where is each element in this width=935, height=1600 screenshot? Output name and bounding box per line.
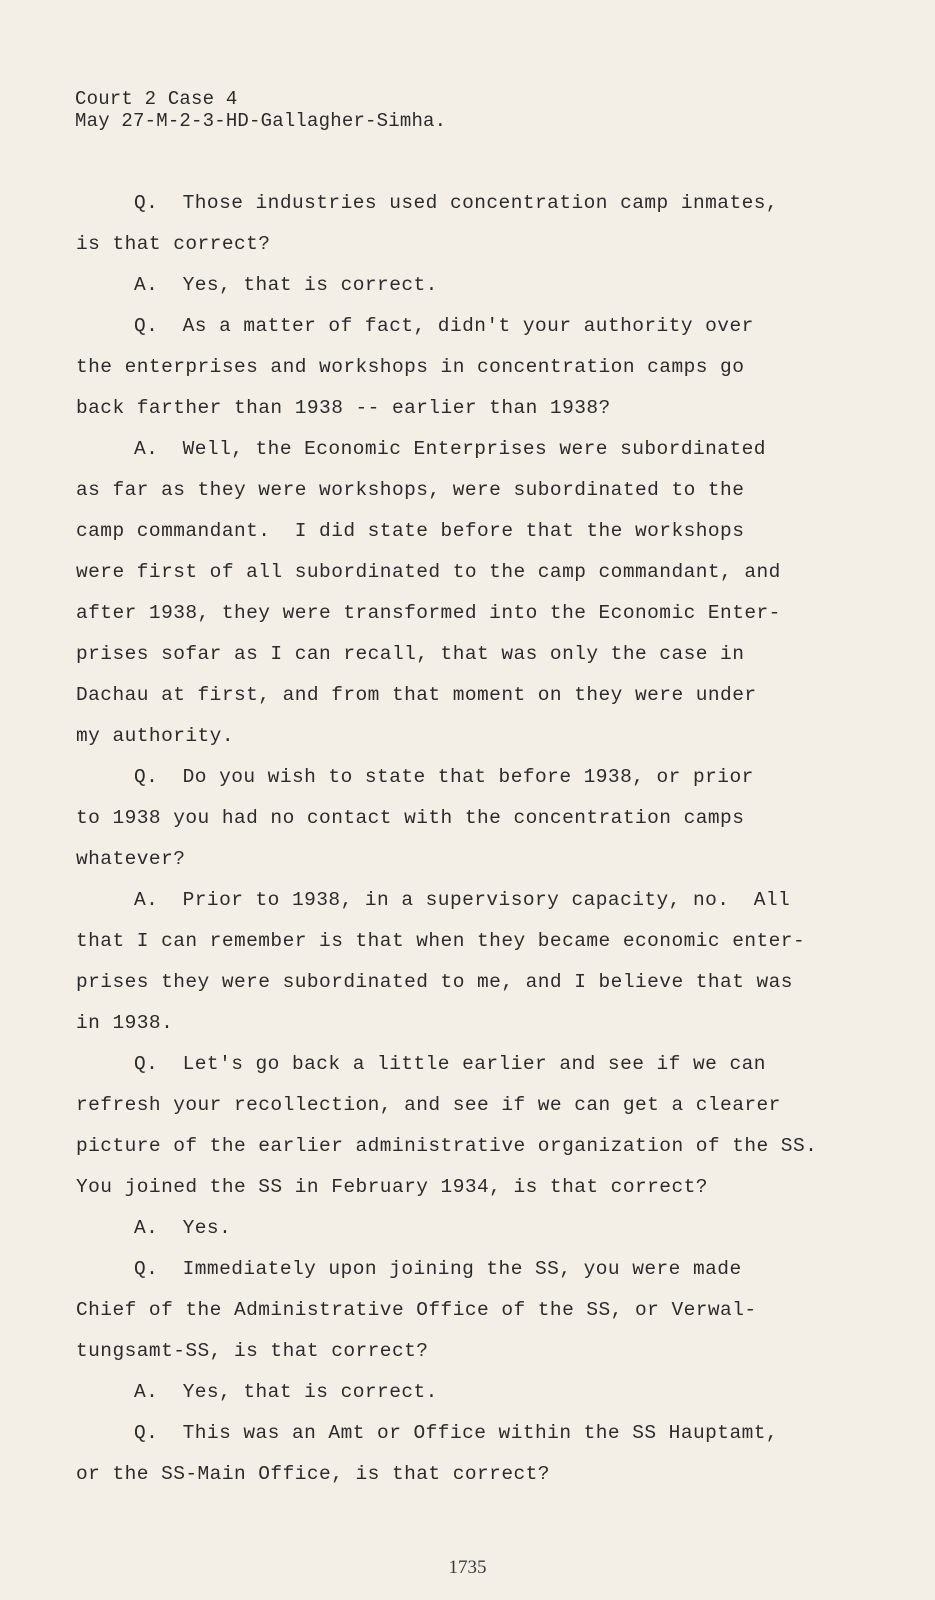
- transcript-line: prises sofar as I can recall, that was only the case in: [76, 643, 745, 665]
- transcript-line: A. Yes.: [134, 1217, 232, 1239]
- transcript-line: after 1938, they were transformed into the Economic Enter-: [76, 602, 781, 624]
- transcript-line: in 1938.: [76, 1012, 174, 1034]
- transcript-line: to 1938 you had no contact with the concentration camps: [76, 807, 745, 829]
- transcript-line: Q. This was an Amt or Office within the SS Hauptamt,: [134, 1422, 779, 1444]
- transcript-line: A. Prior to 1938, in a supervisory capacity, no. All: [134, 889, 791, 911]
- transcript-line: that I can remember is that when they became economic enter-: [76, 930, 806, 952]
- document-header: [75, 88, 446, 132]
- transcript-line: back farther than 1938 -- earlier than 1938?: [76, 397, 611, 419]
- transcript-line: is that correct?: [76, 233, 271, 255]
- transcript-line: A. Yes, that is correct.: [134, 274, 438, 296]
- transcript-line: Chief of the Administrative Office of the SS, or Verwal-: [76, 1299, 757, 1321]
- transcript-line: A. Well, the Economic Enterprises were subordinated: [134, 438, 766, 460]
- transcript-line: refresh your recollection, and see if we can get a clearer: [76, 1094, 781, 1116]
- transcript-body: [76, 183, 836, 1495]
- transcript-line: my authority.: [76, 725, 234, 747]
- transcript-line: as far as they were workshops, were subordinated to the: [76, 479, 745, 501]
- transcript-line: or the SS-Main Office, is that correct?: [76, 1463, 550, 1485]
- transcript-line: Q. Let's go back a little earlier and see if we can: [134, 1053, 766, 1075]
- transcript-line: Q. Do you wish to state that before 1938, or prior: [134, 766, 754, 788]
- transcript-line: Dachau at first, and from that moment on they were under: [76, 684, 757, 706]
- transcript-line: tungsamt-SS, is that correct?: [76, 1340, 429, 1362]
- case-reference: Court 2 Case 4: [75, 88, 238, 110]
- transcript-line: whatever?: [76, 848, 186, 870]
- transcript-line: Q. Immediately upon joining the SS, you were made: [134, 1258, 742, 1280]
- transcript-line: A. Yes, that is correct.: [134, 1381, 438, 1403]
- transcript-line: You joined the SS in February 1934, is that correct?: [76, 1176, 708, 1198]
- transcript-line: the enterprises and workshops in concentration camps go: [76, 356, 745, 378]
- transcript-line: Q. Those industries used concentration camp inmates,: [134, 192, 779, 214]
- transcript-line: picture of the earlier administrative organization of the SS.: [76, 1135, 818, 1157]
- page-number: 1735: [448, 1557, 487, 1578]
- transcript-line: were first of all subordinated to the camp commandant, and: [76, 561, 781, 583]
- session-reference: May 27-M-2-3-HD-Gallagher-Simha.: [75, 110, 447, 132]
- transcript-line: Q. As a matter of fact, didn't your authority over: [134, 315, 754, 337]
- transcript-line: prises they were subordinated to me, and I believe that was: [76, 971, 793, 993]
- transcript-line: camp commandant. I did state before that the workshops: [76, 520, 745, 542]
